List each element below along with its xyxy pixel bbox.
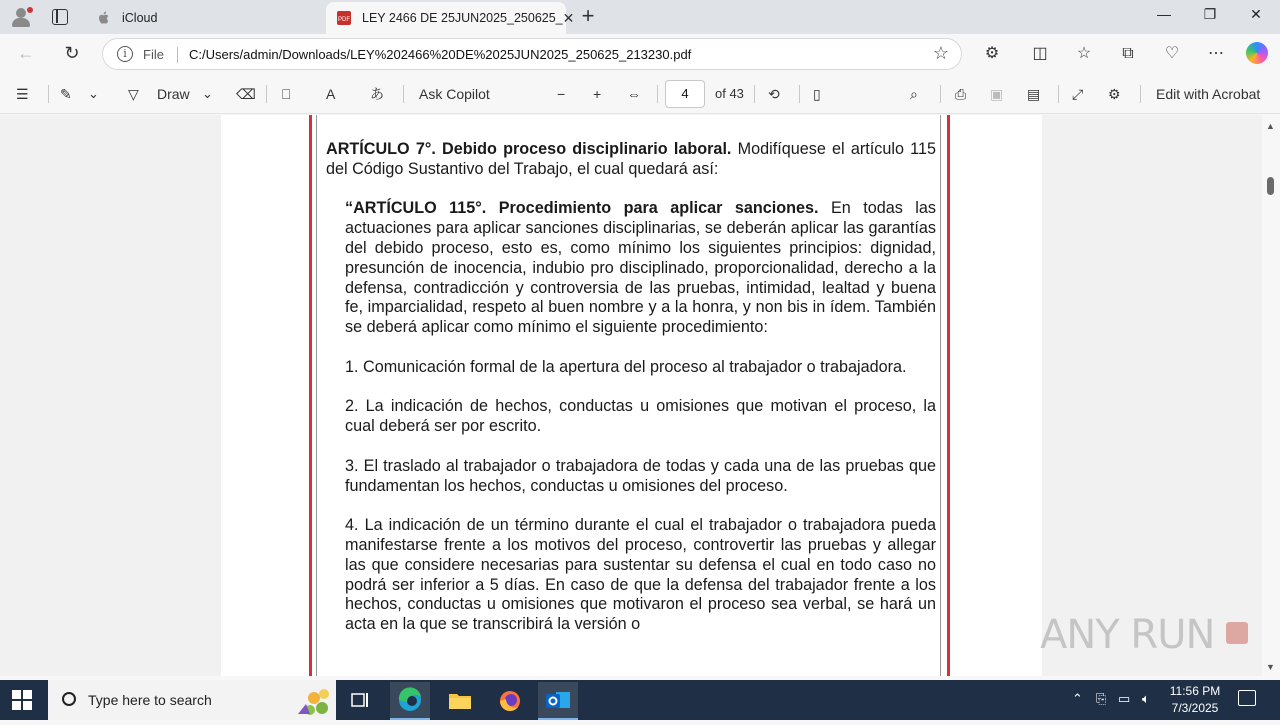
favorites-icon[interactable]: ☆ [1076, 45, 1092, 62]
page-number-input[interactable]: 4 [665, 80, 705, 108]
volume-icon[interactable]: 🔈︎ [1142, 691, 1150, 706]
divider [940, 85, 941, 103]
zoom-in-icon[interactable]: + [593, 86, 602, 102]
fit-to-page-icon[interactable]: ⇔ [627, 86, 641, 102]
settings-icon[interactable]: ⚙ [1108, 86, 1121, 102]
contents-icon[interactable]: ☰ [16, 86, 29, 102]
scroll-thumb[interactable] [1267, 177, 1274, 195]
rotate-icon[interactable]: ⟲ [768, 86, 780, 102]
vertical-scrollbar[interactable] [1262, 115, 1280, 676]
print-icon[interactable]: ⎙ [955, 86, 967, 102]
edge-app-icon[interactable] [390, 682, 430, 720]
file-explorer-icon[interactable] [440, 682, 480, 720]
divider [177, 47, 178, 63]
tab-title: LEY 2466 DE 25JUN2025_250625_ [362, 11, 563, 25]
restore-button[interactable]: ❐ [1203, 6, 1217, 22]
minimize-button[interactable]: — [1157, 6, 1171, 22]
address-row [0, 34, 1280, 74]
divider [403, 85, 404, 103]
copilot-icon[interactable] [1246, 42, 1268, 64]
address-bar[interactable] [102, 38, 962, 70]
search-placeholder: Type here to search [88, 692, 212, 708]
save-icon[interactable]: ▣ [990, 86, 1004, 102]
page-border-left [309, 115, 312, 676]
firefox-icon[interactable] [490, 682, 530, 720]
tab-pdf[interactable] [326, 2, 575, 34]
pdf-icon [336, 10, 352, 26]
divider [754, 85, 755, 103]
article-7-text: Modifíquese el artículo 115 del Código Sustantivo del Trabajo, el cual quedará así: [326, 140, 936, 178]
list-item: 2. La indicación de hechos, conductas u omisiones que motivan el proceso, la cual deberá ser por escrito. [345, 397, 936, 436]
draw-button[interactable]: Draw [157, 86, 190, 102]
tab-icloud[interactable] [86, 2, 326, 34]
highlight-dropdown-icon[interactable]: ⌄ [88, 86, 99, 101]
page-rule-right [940, 115, 941, 676]
scheme-label: File [143, 47, 164, 62]
article-115-heading: “ARTÍCULO 115°. Procedimiento para aplicar sanciones. [345, 199, 819, 218]
system-clock[interactable] [1164, 683, 1226, 717]
article-115-paragraph [345, 199, 936, 338]
url-text[interactable]: C:/Users/admin/Downloads/LEY%202466%20DE%2025JUN2025_250625_213230.pdf [189, 47, 692, 62]
taskbar-search[interactable] [48, 680, 336, 720]
document-text [326, 140, 936, 635]
outlook-icon[interactable] [538, 682, 578, 720]
notifications-icon[interactable] [1238, 690, 1256, 706]
scroll-down-icon[interactable]: ▼ [1266, 662, 1275, 672]
clock-date: 7/3/2025 [1171, 701, 1219, 715]
search-highlight-flowers-icon [304, 684, 332, 718]
watermark-badge-icon [1226, 622, 1248, 644]
new-tab-button[interactable]: + [581, 3, 595, 28]
split-screen-icon[interactable]: ◫ [1032, 45, 1048, 62]
search-icon [62, 692, 76, 706]
zoom-out-icon[interactable]: − [557, 86, 566, 102]
pdf-toolbar [0, 74, 1280, 114]
article-7-heading: ARTÍCULO 7°. Debido proceso disciplinario laboral. [326, 140, 732, 158]
read-aloud-icon[interactable]: A [326, 86, 336, 102]
windows-start-icon[interactable] [12, 690, 32, 710]
page-rule-left [316, 115, 317, 676]
divider [1058, 85, 1059, 103]
eraser-icon[interactable]: ⌫ [236, 86, 256, 102]
draw-dropdown-icon[interactable]: ⌄ [202, 86, 213, 101]
anyrun-watermark: ANY RUN [1040, 612, 1215, 658]
tab-strip [0, 0, 1280, 34]
divider [799, 85, 800, 103]
tab-title: iCloud [122, 11, 158, 25]
tab-actions-icon[interactable] [52, 9, 68, 25]
divider [48, 85, 49, 103]
highlight-icon[interactable]: ✎ [60, 86, 72, 102]
article-115-text: En todas las actuaciones para aplicar sanciones disciplinarias, se deberán aplicar las garantías del debido proceso, esto es, como mínimo los siguientes principios: dignidad, presunción de inocencia, indubio pro disciplinado, proporcionalidad, derecho a la defensa, contradicción y controversia de las pruebas, intimidad, lealtad y buena fe, imparcialidad, respeto al buen nombre y a la honra, y non bis in ídem. También se deberá aplicar como mínimo el siguiente procedimiento: [345, 199, 936, 337]
info-icon[interactable]: i [117, 46, 133, 62]
pdf-page [221, 115, 1042, 676]
fullscreen-icon[interactable]: ⤢ [1072, 86, 1084, 102]
task-view-icon[interactable] [340, 682, 380, 720]
show-hidden-icons-chevron-icon[interactable]: ⌃ [1072, 691, 1083, 706]
close-tab-icon[interactable]: ✕ [562, 9, 575, 26]
close-window-button[interactable]: ✕ [1250, 6, 1262, 22]
ask-copilot-button[interactable]: Ask Copilot [419, 86, 490, 102]
list-item: 4. La indicación de un término durante el cual el trabajador o trabajadora pueda manifestarse frente a los motivos del proceso, controvertir las pruebas y allegar las que considere necesarias para sustentar su defensa el cual en todo caso no podrá ser inferior a 5 días. En caso de que la defensa del trabajador frente a los hechos, conductas u omisiones que motivaron el proceso sea verbal, se hará un acta en la que se transcribirá la versión o [345, 516, 936, 634]
device-icon[interactable]: ⎘ [1096, 691, 1107, 706]
more-menu-icon[interactable]: ⋯ [1208, 45, 1224, 62]
extensions-icon[interactable]: ⚙ [984, 45, 1000, 62]
list-item: 1. Comunicación formal de la apertura del proceso al trabajador o trabajadora. [345, 357, 907, 376]
browser-essentials-icon[interactable]: ♡ [1164, 45, 1180, 62]
favorite-star-icon[interactable]: ☆ [932, 43, 949, 63]
taskbar [0, 680, 1280, 720]
profile-icon[interactable] [10, 6, 34, 28]
back-button[interactable]: ← [17, 43, 35, 63]
save-as-icon[interactable]: ▤ [1027, 86, 1041, 102]
network-icon[interactable]: ▭ [1118, 691, 1131, 706]
text-box-icon[interactable]: ⎕ [282, 86, 291, 102]
svg-text:PDF: PDF [338, 17, 350, 23]
search-icon[interactable]: ⌕ [910, 86, 918, 102]
page-view-icon[interactable]: ▯ [813, 86, 821, 102]
apple-icon [96, 10, 112, 26]
pdf-viewer[interactable] [0, 115, 1262, 676]
page-border-right [947, 115, 950, 676]
divider [657, 85, 658, 103]
scroll-up-icon[interactable]: ▲ [1266, 121, 1275, 131]
collections-icon[interactable]: ⧉ [1122, 45, 1134, 62]
draw-icon[interactable]: ▽ [128, 86, 139, 102]
list-item: 3. El traslado al trabajador o trabajadora de todas y cada una de las pruebas que fundamentan los hechos, conductas u omisiones del proceso. [345, 456, 936, 495]
divider [266, 85, 267, 103]
edit-with-acrobat-button[interactable]: Edit with Acrobat [1156, 86, 1261, 102]
divider [1140, 85, 1141, 103]
page-total: of 43 [715, 86, 744, 101]
clock-time: 11:56 PM [1169, 684, 1221, 698]
translate-icon[interactable]: あ [370, 86, 384, 102]
refresh-button[interactable]: ↻ [64, 43, 80, 63]
article-7-paragraph [326, 140, 936, 180]
